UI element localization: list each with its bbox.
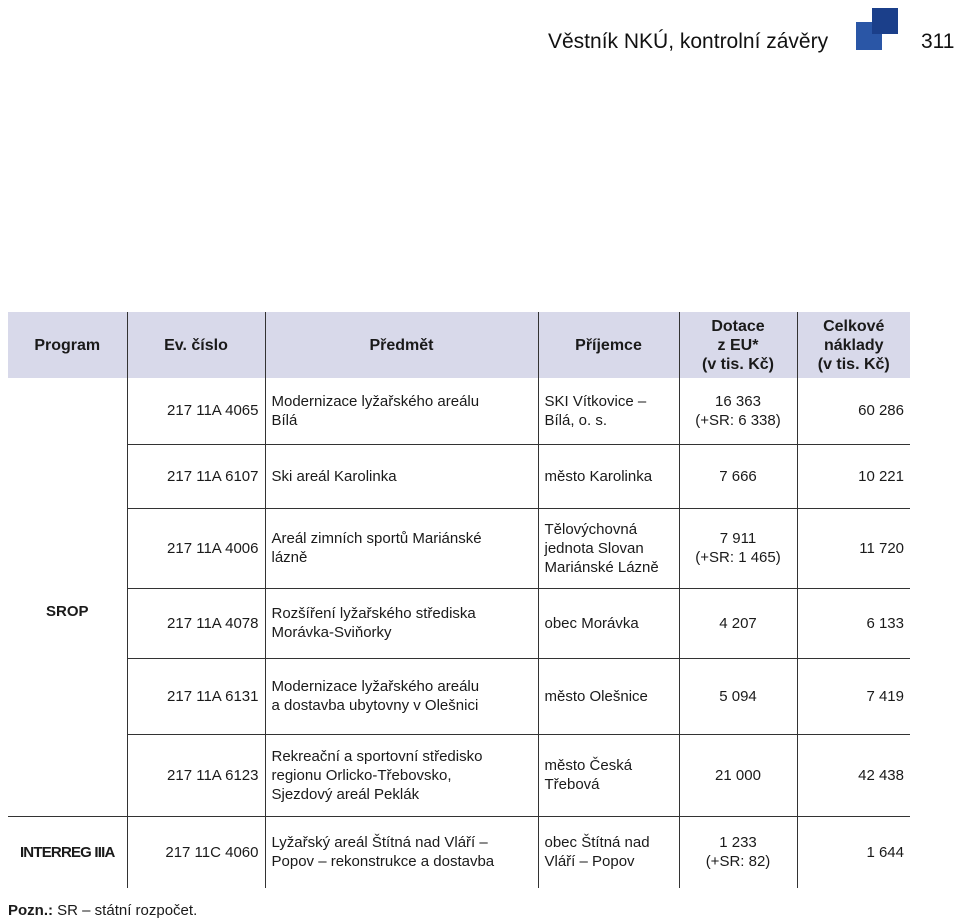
footnote xyxy=(8,902,197,919)
celkove: 10 221 xyxy=(797,444,910,508)
journal-title: Věstník NKÚ, kontrolní závěry xyxy=(548,30,829,53)
ev-cislo: 217 11A 6107 xyxy=(127,444,265,508)
prijemce: obec Štítná nad Vláří – Popov xyxy=(538,816,679,888)
prijemce: město Česká Třebová xyxy=(538,734,679,816)
col-prijemce: Příjemce xyxy=(538,312,679,378)
col-ev-cislo: Ev. číslo xyxy=(127,312,265,378)
page-number: 311 xyxy=(921,30,955,53)
predmet: Ski areál Karolinka xyxy=(265,444,538,508)
dotace: 16 363 (+SR: 6 338) xyxy=(679,378,797,444)
predmet: Lyžařský areál Štítná nad Vláří – Popov – rekonstrukce a dostavba xyxy=(265,816,538,888)
predmet: Modernizace lyžařského areálu a dostavba ubytovny v Olešnici xyxy=(265,658,538,734)
program-cell-srop: SROP xyxy=(45,603,89,621)
predmet: Modernizace lyžařského areálu Bílá xyxy=(265,378,538,444)
table-row xyxy=(8,508,910,588)
footnote-text: SR – státní rozpočet. xyxy=(53,902,198,919)
program-cell-interreg: INTERREG IIIA xyxy=(8,816,127,888)
col-predmet: Předmět xyxy=(265,312,538,378)
dotace: 7 666 xyxy=(679,444,797,508)
projects-table xyxy=(8,312,910,888)
ev-cislo: 217 11A 4006 xyxy=(127,508,265,588)
celkove: 7 419 xyxy=(797,658,910,734)
col-celkove: Celkové náklady (v tis. Kč) xyxy=(797,312,910,378)
table-row xyxy=(8,658,910,734)
ev-cislo: 217 11A 6123 xyxy=(127,734,265,816)
nku-logo-icon xyxy=(856,8,900,50)
celkove: 6 133 xyxy=(797,588,910,658)
table-header-row xyxy=(8,312,910,378)
dotace: 5 094 xyxy=(679,658,797,734)
table-row xyxy=(8,734,910,816)
ev-cislo: 217 11C 4060 xyxy=(127,816,265,888)
table-row xyxy=(8,588,910,658)
predmet: Rozšíření lyžařského střediska Morávka-Sviňorky xyxy=(265,588,538,658)
prijemce: SKI Vítkovice – Bílá, o. s. xyxy=(538,378,679,444)
celkove: 60 286 xyxy=(797,378,910,444)
dotace: 7 911 (+SR: 1 465) xyxy=(679,508,797,588)
prijemce: město Karolinka xyxy=(538,444,679,508)
col-dotace: Dotace z EU* (v tis. Kč) xyxy=(679,312,797,378)
predmet: Rekreační a sportovní středisko regionu Orlicko-Třebovsko, Sjezdový areál Peklák xyxy=(265,734,538,816)
prijemce: Tělovýchovná jednota Slovan Mariánské Lázně xyxy=(538,508,679,588)
table-row xyxy=(8,378,910,444)
celkove: 42 438 xyxy=(797,734,910,816)
celkove: 11 720 xyxy=(797,508,910,588)
predmet: Areál zimních sportů Mariánské lázně xyxy=(265,508,538,588)
ev-cislo: 217 11A 4078 xyxy=(127,588,265,658)
table-row xyxy=(8,444,910,508)
col-program: Program xyxy=(8,312,127,378)
ev-cislo: 217 11A 4065 xyxy=(127,378,265,444)
celkove: 1 644 xyxy=(797,816,910,888)
table-row xyxy=(8,816,910,888)
dotace: 4 207 xyxy=(679,588,797,658)
dotace: 21 000 xyxy=(679,734,797,816)
prijemce: město Olešnice xyxy=(538,658,679,734)
ev-cislo: 217 11A 6131 xyxy=(127,658,265,734)
prijemce: obec Morávka xyxy=(538,588,679,658)
dotace: 1 233 (+SR: 82) xyxy=(679,816,797,888)
footnote-label: Pozn.: xyxy=(8,902,53,919)
